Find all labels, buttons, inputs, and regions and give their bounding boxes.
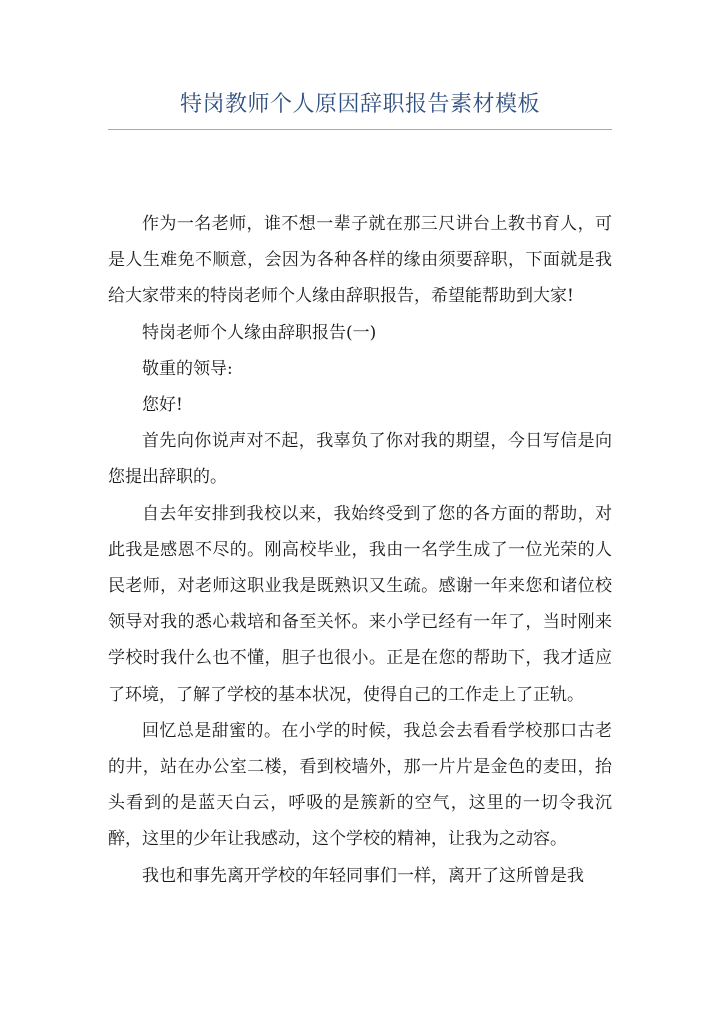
title-underline	[108, 129, 612, 130]
salutation: 敬重的领导:	[142, 358, 233, 379]
body-paragraph: 我也和事先离开学校的年轻同事们一样，离开了这所曾是我	[142, 865, 584, 886]
intro-paragraph: 作为一名老师，谁不想一辈子就在那三尺讲台上教书育人，可是人生难免不顺意，会因为各种各样的缘由须要辞职，下面就是我给大家带来的特岗老师个人缘由辞职报告，希望能帮助到大家!	[108, 214, 612, 307]
document-body	[108, 206, 612, 894]
body-paragraph: 首先向你说声对不起，我辜负了你对我的期望，今日写信是向您提出辞职的。	[108, 431, 612, 488]
greeting: 您好!	[142, 395, 183, 416]
section-heading: 特岗老师个人缘由辞职报告(一)	[142, 322, 377, 343]
body-paragraph: 自去年安排到我校以来，我始终受到了您的各方面的帮助，对此我是感恩不尽的。刚高校毕业，我由一名学生成了一位光荣的人民老师，对老师这职业我是既熟识又生疏。感谢一年来您和诸位校领导对我的悉心栽培和备至关怀。来小学已经有一年了，当时刚来学校时我什么也不懂，胆子也很小。正是在您的帮助下，我才适应了环境，了解了学校的基本状况，使得自己的工作走上了正轨。	[108, 503, 612, 705]
body-paragraph: 回忆总是甜蜜的。在小学的时候，我总会去看看学校那口古老的井，站在办公室二楼，看到校墙外，那一片片是金色的麦田，抬头看到的是蓝天白云，呼吸的是簇新的空气，这里的一切令我沉醉，这里的少年让我感动，这个学校的精神，让我为之动容。	[108, 720, 612, 850]
document-title: 特岗教师个人原因辞职报告素材模板	[179, 92, 540, 117]
